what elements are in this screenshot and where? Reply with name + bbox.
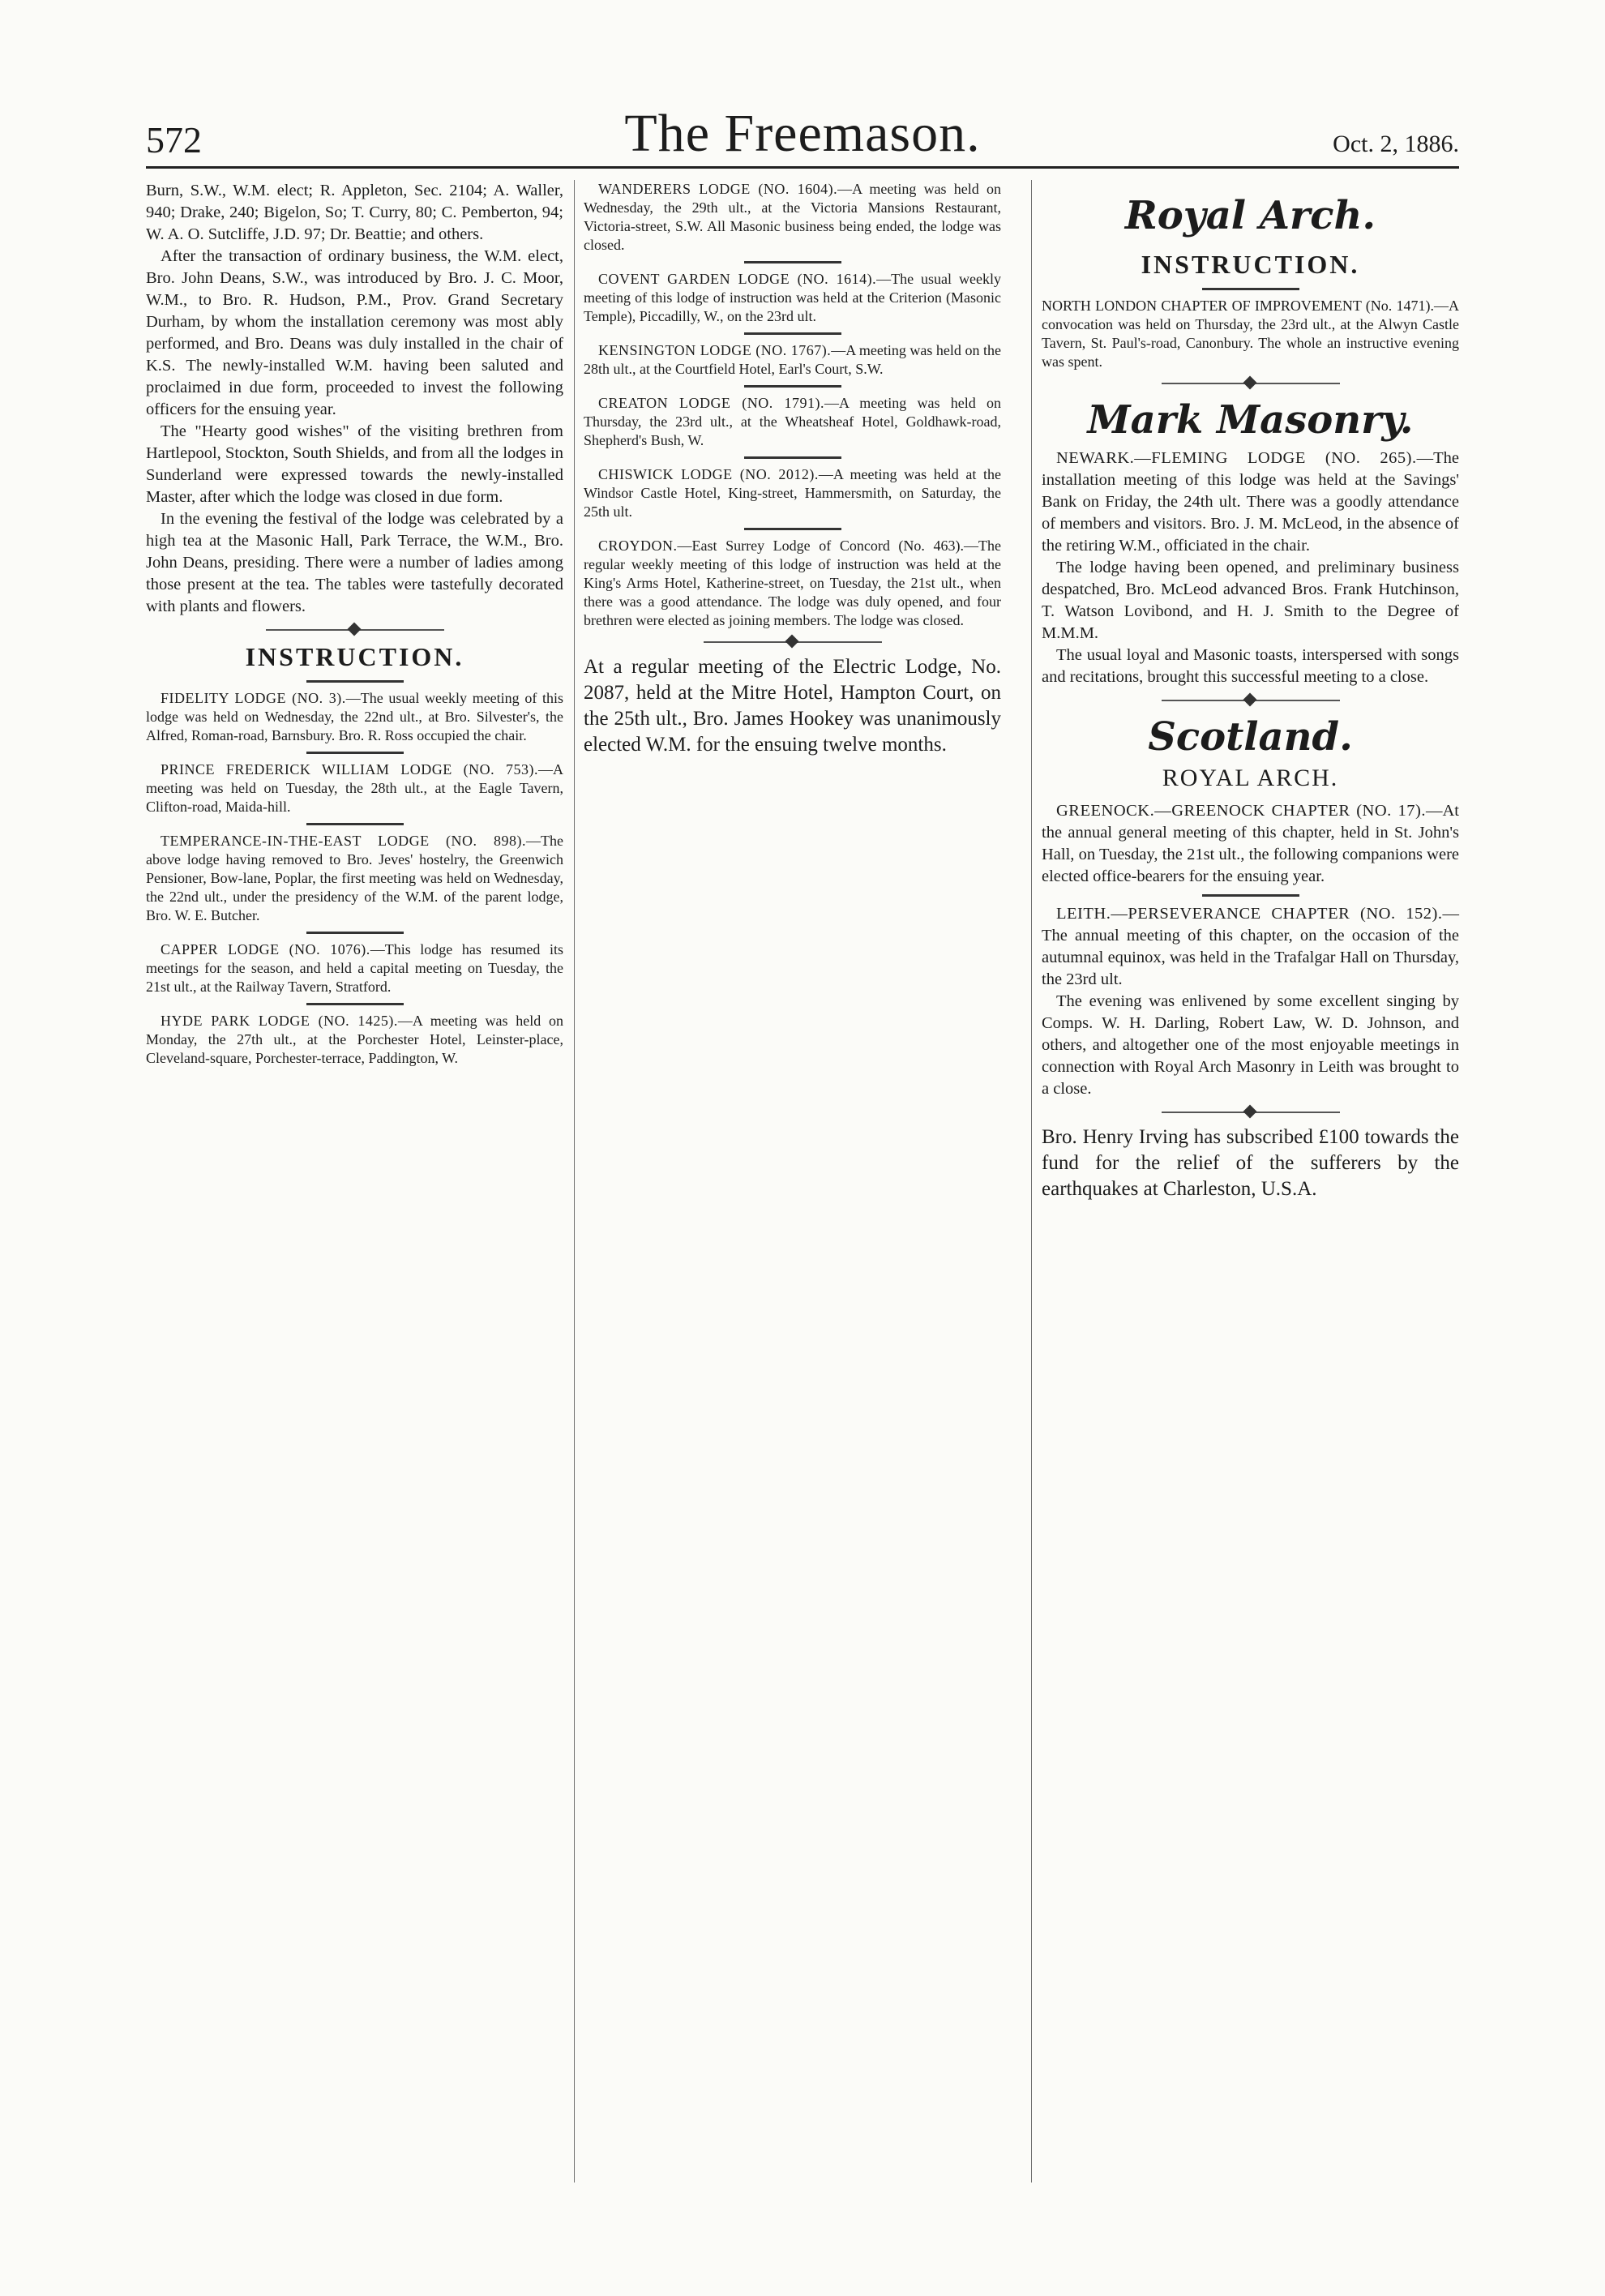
report-text: —A meeting was held on the 28th ult., at the Courtfield Hotel, Earl's Court, S.W. <box>584 342 1002 377</box>
column-2 <box>584 180 1001 758</box>
ornament-rule <box>1162 383 1340 384</box>
column-1 <box>146 180 563 1068</box>
report-text: —The annual meeting of this chapter, on the occasion of the autumnal equinox, was held in the Trafalgar Hall on Thursday, the 23rd ult. <box>1042 905 1459 988</box>
divider <box>306 823 404 825</box>
masthead <box>146 104 1459 169</box>
lodge-title: FIDELITY LODGE (NO. 3). <box>160 690 346 706</box>
divider <box>744 332 841 335</box>
lodge-title: KENSINGTON LODGE (NO. 1767). <box>598 342 832 358</box>
electric-lodge-notice: At a regular meeting of the Electric Lodge, No. 2087, held at the Mitre Hotel, Hampton Court, on the 25th ult., Bro. James Hookey was unanimously elected W.M. for the ensuing twelve months. <box>584 656 1001 756</box>
report-text: NORTH LONDON CHAPTER OF IMPROVEMENT (No. 1471).—A convocation was held on Thursday, the 23rd ult., at the Alwyn Castle Tavern, St. Paul's-road, Canonbury. The whole an instructive evening was spent. <box>1042 298 1459 370</box>
report-text: —The above lodge having removed to Bro. Jeves' hostelry, the Greenwich Pensioner, Bow-lane, Poplar, the first meeting was held on Wednesday, the 22nd ult., under the presidency of the W.M. of the parent lodge, Bro. W. E. Butcher. <box>146 833 563 923</box>
ornament-rule <box>266 629 444 631</box>
article-paragraph: The lodge having been opened, and preliminary business despatched, Bro. McLeod advanced Bros. Frank Hutchinson, T. Watson Lovibond, and H. J. Smith to the Degree of M.M.M. <box>1042 559 1459 642</box>
divider <box>306 752 404 754</box>
article-paragraph: In the evening the festival of the lodge was celebrated by a high tea at the Masonic Hall, Park Terrace, the W.M., Bro. John Deans, presiding. There were a number of ladies among those present at the tea. The tables were tastefully decorated with plants and flowers. <box>146 510 563 615</box>
column-rule <box>1031 180 1032 2182</box>
report-title: NEWARK.—FLEMING LODGE (NO. 265). <box>1056 449 1417 467</box>
report-title: LEITH.—PERSEVERANCE CHAPTER (NO. 152). <box>1056 905 1443 923</box>
page-number: 572 <box>146 119 202 161</box>
section-subheading: INSTRUCTION. <box>1141 250 1360 279</box>
report-text: —A meeting was held on Wednesday, the 29th ult., at the Victoria Mansions Restaurant, Victoria-street, S.W. All Masonic business being ended, the lodge was closed. <box>584 181 1001 253</box>
ornament-rule <box>704 641 882 643</box>
section-heading: Royal Arch. <box>1124 193 1376 238</box>
divider <box>306 1003 404 1005</box>
ornament-rule <box>1162 1112 1340 1113</box>
ornament-rule <box>1162 700 1340 701</box>
article-paragraph: Burn, S.W., W.M. elect; R. Appleton, Sec. 2104; A. Waller, 940; Drake, 240; Bigelon, So; T. Curry, 80; C. Pemberton, 94; W. A. O. Sutcliffe, J.D. 97; Dr. Beattie; and others. <box>146 182 563 243</box>
lodge-title: CAPPER LODGE (NO. 1076). <box>160 941 370 957</box>
divider <box>1202 288 1299 290</box>
lodge-title: TEMPERANCE-IN-THE-EAST LODGE (NO. 898). <box>160 833 527 849</box>
report-text: —The usual weekly meeting of this lodge of instruction was held at the Criterion (Masonic Temple), Piccadilly, W., on the 23rd ult. <box>584 271 1001 324</box>
article-paragraph: The "Hearty good wishes" of the visiting brethren from Hartlepool, Stockton, South Shields, and from all the lodges in Sunderland were expressed towards the newly-installed Master, after which the lodge was closed in due form. <box>146 422 563 506</box>
paper-title: The Freemason. <box>624 104 981 163</box>
divider <box>744 385 841 388</box>
irving-notice: Bro. Henry Irving has subscribed £100 towards the fund for the relief of the sufferers by the earthquakes at Charleston, U.S.A. <box>1042 1126 1459 1200</box>
lodge-title: COVENT GARDEN LODGE (NO. 1614). <box>598 271 877 287</box>
lodge-title: CROYDON. <box>598 538 678 554</box>
article-paragraph: After the transaction of ordinary business, the W.M. elect, Bro. John Deans, S.W., was introduced by Bro. J. C. Moor, W.M., to Bro. R. Hudson, P.M., Prov. Grand Secretary Durham, by whom the installation ceremony was most ably performed, and Bro. Deans was duly installed in the chair of K.S. The newly-installed W.M. having been saluted and proclaimed in due form, proceeded to invest the following officers for the ensuing year. <box>146 247 563 418</box>
article-paragraph: The evening was enlivened by some excellent singing by Comps. W. H. Darling, Robert Law, W. D. Johnson, and others, and altogether one of the most enjoyable meetings in connection with Royal Arch Masonry in Leith was brought to a close. <box>1042 992 1459 1098</box>
issue-date: Oct. 2, 1886. <box>1333 131 1459 157</box>
report-text: —A meeting was held at the Windsor Castle Hotel, King-street, Hammersmith, on Saturday, the 25th ult. <box>584 466 1001 520</box>
section-heading: Scotland. <box>1148 714 1353 760</box>
report-title: GREENOCK.—GREENOCK CHAPTER (NO. 17). <box>1056 802 1426 820</box>
divider <box>306 680 404 683</box>
divider <box>744 261 841 263</box>
lodge-title: WANDERERS LODGE (NO. 1604). <box>598 181 838 197</box>
report-text: —A meeting was held on Monday, the 27th ult., at the Porchester Hotel, Leinster-place, Cleveland-square, Porchester-terrace, Paddington, W. <box>146 1013 563 1066</box>
divider <box>306 932 404 934</box>
report-text: —A meeting was held on Thursday, the 23rd ult., at the Wheatsheaf Hotel, Goldhawk-road, Shepherd's Bush, W. <box>584 395 1001 448</box>
column-3 <box>1042 180 1459 1202</box>
lodge-title: CREATON LODGE (NO. 1791). <box>598 395 824 411</box>
report-text: —The usual weekly meeting of this lodge was held on Wednesday, the 22nd ult., at Bro. Silvester's, the Alfred, Roman-road, Barnsbury. Bro. R. Ross occupied the chair. <box>146 690 563 743</box>
column-rule <box>574 180 575 2182</box>
report-text: —At the annual general meeting of this chapter, held in St. John's Hall, on Tuesday, the 21st ult., the following companions were elected office-bearers for the ensuing year. <box>1042 802 1459 885</box>
section-heading: Mark Masonry. <box>1087 397 1414 443</box>
report-text: —East Surrey Lodge of Concord (No. 463).—The regular weekly meeting of this lodge of instruction was held at the King's Arms Hotel, Katherine-street, on Tuesday, the 21st ult., when there was a good attendance. The lodge was duly opened, and four brethren were elected as joining members. The lodge was closed. <box>584 538 1001 628</box>
divider <box>744 456 841 459</box>
article-paragraph: The usual loyal and Masonic toasts, interspersed with songs and recitations, brought this successful meeting to a close. <box>1042 646 1459 686</box>
lodge-title: HYDE PARK LODGE (NO. 1425). <box>160 1013 398 1029</box>
section-heading: INSTRUCTION. <box>245 642 464 671</box>
report-text: —A meeting was held on Tuesday, the 28th ult., at the Eagle Tavern, Clifton-road, Maida-hill. <box>146 761 563 815</box>
divider <box>744 528 841 530</box>
divider <box>1202 894 1299 897</box>
lodge-title: CHISWICK LODGE (NO. 2012). <box>598 466 819 482</box>
section-subheading: ROYAL ARCH. <box>1162 765 1339 791</box>
report-text: —This lodge has resumed its meetings for the season, and held a capital meeting on Tuesday, the 21st ult., at the Railway Tavern, Stratford. <box>146 941 563 995</box>
report-text: —The installation meeting of this lodge was held at the Savings' Bank on Friday, the 24th ult. There was a goodly attendance of members and visitors. Bro. J. M. McLeod, in the absence of the retiring W.M., officiated in the chair. <box>1042 449 1459 555</box>
lodge-title: PRINCE FREDERICK WILLIAM LODGE (NO. 753). <box>160 761 538 777</box>
